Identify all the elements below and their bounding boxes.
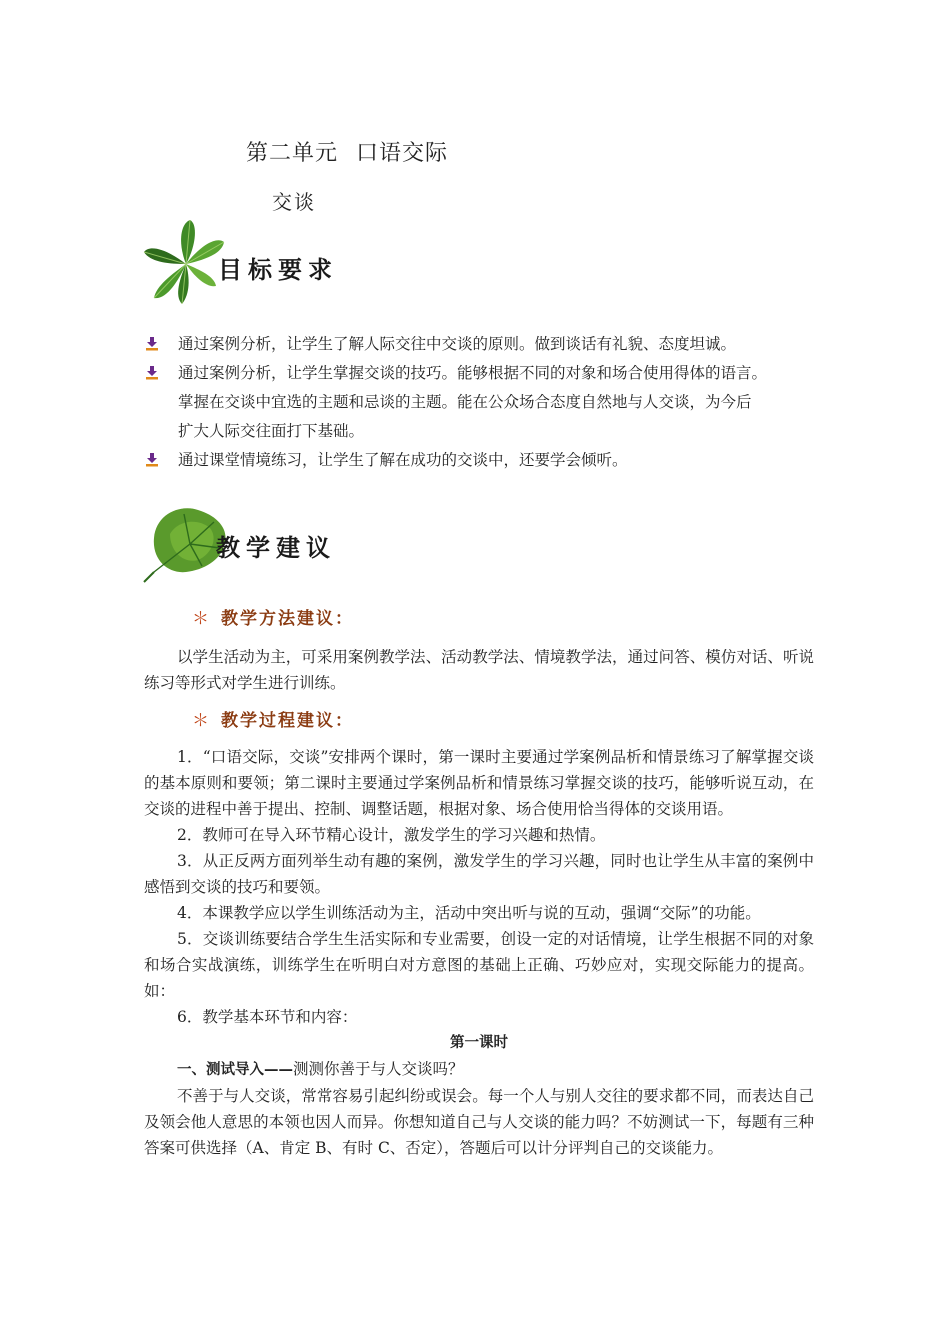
lesson1-heading: 第一课时 [450,1035,508,1051]
lesson1-section-title [144,1056,814,1083]
goals-list [144,330,824,475]
list-item [144,446,824,475]
lesson1-paragraph: 不善于与人交谈，常常容易引起纠纷或误会。每一个人与别人交往的要求都不同，而表达自己及领会他人意思的本领也因人而异。你想知道自己与人交谈的能力吗？不妨测试一下，每题有三种答案可供选择（A、肯定 B、有时 C、否定），答题后可以计分评判自己的交谈能力。 [144,1087,814,1157]
goal-text-1: 通过案例分析，让学生了解人际交往中交谈的原则。做到谈话有礼貌、态度坦诚。 [178,335,737,353]
star-icon: ＊ [192,711,211,731]
arrow-bullet-icon [144,336,160,352]
arrow-bullet-icon [144,365,160,381]
lesson1-section-label: 一、测试导入—— [177,1062,293,1078]
process-item-1: 1．“口语交际，交谈”安排两个课时，第一课时主要通过学案例品析和情景练习了解掌握交谈的基本原则和要领；第二课时主要通过学案例品析和情景练习掌握交谈的技巧，能够听说互动，在交谈的进程中善于提出、控制、调整话题，根据对象、场合使用恰当得体的交谈用语。 [144,748,814,818]
star-icon: ＊ [192,609,211,629]
process-item-3: 3．从正反两方面列举生动有趣的案例，激发学生的学习兴趣，同时也让学生从丰富的案例中感悟到交谈的技巧和要领。 [144,852,814,896]
process-heading [192,706,354,731]
process-item-2: 2．教师可在导入环节精心设计，激发学生的学习兴趣和热情。 [177,826,606,844]
process-item-5: 5．交谈训练要结合学生生活实际和专业需要，创设一定的对话情境，让学生根据不同的对象和场合实战演练，训练学生在听明白对方意图的基础上正确、巧妙应对，实现交际能力的提高。如： [144,930,814,1000]
goal-text-2: 通过案例分析，让学生掌握交谈的技巧。能够根据不同的对象和场合使用得体的语言。 [178,364,768,382]
list-item [144,330,824,359]
arrow-bullet-icon [144,452,160,468]
list-item [144,359,824,388]
goal-text-3: 通过课堂情境练习，让学生了解在成功的交谈中，还要学会倾听。 [178,451,628,469]
process-heading-text: 教学过程建议： [221,711,354,731]
process-item-6: 6．教学基本环节和内容： [177,1008,358,1026]
leaf-icon [140,500,350,590]
teaching-banner-text: 教学建议 [216,533,336,562]
goals-banner [140,218,350,308]
teaching-banner [140,500,350,590]
method-heading [192,604,354,629]
goals-banner-text: 目标要求 [218,255,338,284]
method-heading-text: 教学方法建议： [221,609,354,629]
lesson-title: 交谈 [272,190,316,214]
process-item-4: 4．本课教学应以学生训练活动为主，活动中突出听与说的互动，强调“交际”的功能。 [177,904,761,922]
method-paragraph: 以学生活动为主，可采用案例教学法、活动教学法、情境教学法，通过问答、模仿对话、听说练习等形式对学生进行训练。 [144,648,814,692]
process-body [144,744,814,1161]
goal-text-2-cont-1: 掌握在交谈中宜选的主题和忌谈的主题。能在公众场合态度自然地与人交谈，为今后 [178,393,752,411]
leaf-icon [140,218,350,310]
lesson1-section-rest: 测测你善于与人交谈吗？ [293,1060,464,1078]
unit-title [246,136,448,167]
unit-subject: 口语交际 [356,141,449,166]
goal-text-2-cont-2: 扩大人际交往面打下基础。 [178,422,365,440]
unit-number: 第二单元 [246,141,339,166]
